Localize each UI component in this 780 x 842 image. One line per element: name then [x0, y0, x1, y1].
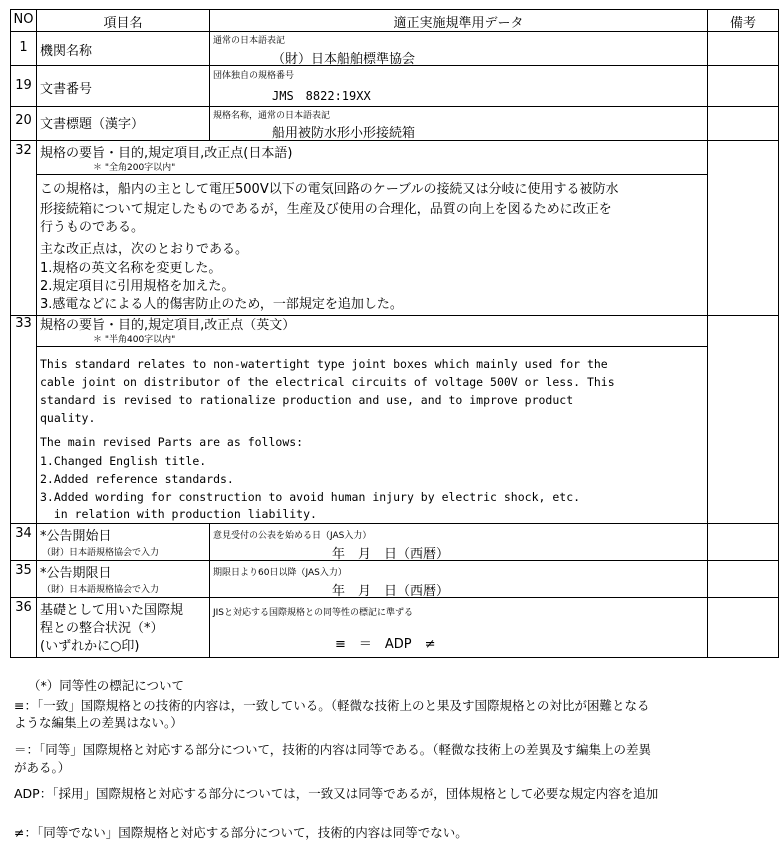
- row-no: 19: [15, 78, 32, 93]
- row-name: 規格の要旨・目的,規定項目,改正点(日本語): [40, 146, 293, 161]
- summary-line: The main revised Parts are as follows:: [40, 435, 304, 449]
- row-sub: ＊ "全角200字以内": [93, 163, 176, 173]
- row-name: 規格の要旨・目的,規定項目,改正点（英文）: [40, 318, 296, 333]
- summary-line: 行うものである。: [40, 220, 145, 235]
- row-no: 32: [15, 143, 32, 158]
- row-sub: （財）日本語規格協会で入力: [42, 548, 160, 558]
- notes-title: （*）同等性の標記について: [28, 678, 185, 693]
- summary-line: cable joint on distributor of the electrical circuits of voltage 500V or less. This: [40, 375, 615, 389]
- note-line: ような編集上の差異はない。）: [14, 715, 183, 730]
- summary-line: quality.: [40, 411, 96, 425]
- summary-line: 主な改正点は，次のとおりである。: [40, 242, 249, 257]
- row-label: 通常の日本語表記: [213, 36, 286, 46]
- note-line: がある。）: [14, 760, 71, 775]
- row-name: 機関名称: [40, 44, 93, 59]
- row-name: 程との整合状況（*）: [40, 621, 164, 636]
- note-line: ＝：「同等」国際規格と対応する部分について，技術的内容は同等である。（軽微な技術上の差異及す編集上の差異: [14, 742, 652, 757]
- row-no: 1: [19, 40, 28, 55]
- row-label: 団体独自の規格番号: [213, 71, 295, 81]
- summary-line: This standard relates to non-watertight type joint boxes which mainly used for the: [40, 357, 608, 371]
- row-label: 意見受付の公表を始める日（JAS入力）: [213, 531, 372, 541]
- note-line: ≡：「一致」国際規格との技術的内容は，一致している。（軽微な技術上のと果及す国際規格との対比が困難となる: [14, 698, 650, 713]
- row-label: 規格名称，通常の日本語表記: [213, 111, 331, 121]
- note-line: ≠：「同等でない」国際規格と対応する部分について，技術的内容は同等でない。: [14, 825, 468, 840]
- row-name: (いずれかに○印): [40, 639, 140, 654]
- header-no: NO: [13, 12, 34, 27]
- row-no: 20: [15, 113, 32, 128]
- row-name: 文書標題（漢字）: [40, 117, 145, 132]
- row-no: 36: [15, 600, 32, 615]
- row-value: （財）日本船舶標準協会: [272, 52, 416, 67]
- row-label: 期限日より60日以降（JAS入力）: [213, 568, 347, 578]
- summary-line: この規格は，船内の主として電圧500V以下の電気回路のケーブルの接続又は分岐に使用する被防水: [40, 182, 619, 197]
- row-name: 文書番号: [40, 82, 93, 97]
- summary-line: standard is revised to rationalize production and use, and to improve product: [40, 393, 574, 407]
- summary-line: 3.Added wording for construction to avoid human injury by electric shock, etc.: [40, 490, 581, 504]
- row-sub: （財）日本語規格協会で入力: [42, 585, 160, 595]
- summary-line: 1.規格の英文名称を変更した。: [40, 261, 222, 276]
- equivalence-options[interactable]: ≡ ＝ ADP ≠: [335, 637, 436, 652]
- row-no: 34: [15, 526, 32, 541]
- summary-line: 2.規定項目に引用規格を加えた。: [40, 279, 235, 294]
- row-label: JISと対応する国際規格との同等性の標記に準ずる: [213, 608, 414, 618]
- summary-line: 形接続箱について規定したものであるが，生産及び使用の合理化，品質の向上を図るために改正を: [40, 202, 612, 217]
- row-no: 35: [15, 563, 32, 578]
- date-field[interactable]: 年 月 日（西暦）: [332, 584, 450, 599]
- row-no: 33: [15, 316, 32, 331]
- note-line: ADP：「採用」国際規格と対応する部分については，一致又は同等であるが，団体規格として必要な規定内容を追加: [14, 786, 659, 801]
- row-name: *公告期限日: [40, 566, 112, 581]
- date-field[interactable]: 年 月 日（西暦）: [332, 547, 450, 562]
- row-name: *公告開始日: [40, 529, 112, 544]
- summary-line: 2.Added reference standards.: [40, 472, 234, 486]
- row-value: 船用被防水形小形接続箱: [272, 126, 416, 141]
- header-data: 適正実施規準用データ: [393, 16, 524, 31]
- row-sub: ＊ "半角400字以内": [93, 335, 176, 345]
- summary-line: in relation with production liability.: [40, 507, 317, 521]
- summary-line: 1.Changed English title.: [40, 454, 207, 468]
- header-remarks: 備考: [729, 16, 756, 31]
- row-value: JMS 8822:19XX: [272, 89, 371, 103]
- header-item: 項目名: [103, 16, 143, 31]
- summary-line: 3.感電などによる人的傷害防止のため，一部規定を追加した。: [40, 297, 403, 312]
- row-name: 基礎として用いた国際規: [40, 603, 184, 618]
